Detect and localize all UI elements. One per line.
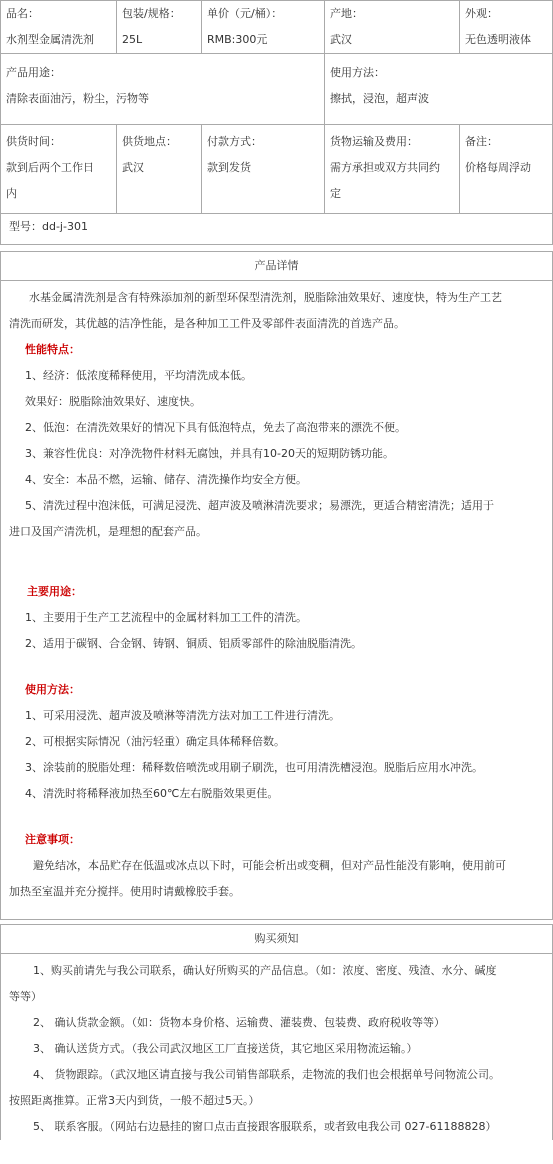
spec-cell-supply-time: [1, 125, 117, 214]
spec-value: 清除表面油污，粉尘，污物等: [6, 92, 149, 105]
spec-cell-appearance: [460, 1, 553, 54]
notice-line: 避免结冰，本品贮存在低温或冰点以下时，可能会析出或变稠，但对产品性能没有影响，使用前可: [33, 859, 506, 872]
purchase-body: [0, 954, 553, 1140]
method-item: 4、清洗时将稀释液加热至60℃左右脱脂效果更佳。: [25, 787, 279, 800]
purchase-line: 等等）: [9, 990, 42, 1003]
spec-value: 款到后两个工作日: [6, 161, 94, 174]
spec-row-1: [1, 1, 553, 54]
purchase-line: 1、购买前请先与我公司联系，确认好所购买的产品信息。（如：浓度、密度、残渣、水分、碱度: [33, 964, 497, 977]
feature-item: 4、安全：本品不燃，运输、储存、清洗操作均安全方便。: [25, 473, 307, 486]
use-item: 1、主要用于生产工艺流程中的金属材料加工工件的清洗。: [25, 611, 307, 624]
model-number: 型号：dd-j-301: [9, 220, 88, 233]
spec-label: 供货地点：: [122, 135, 177, 148]
details-body: [0, 281, 553, 911]
method-item: 3、涂装前的脱脂处理：稀释数倍喷洗或用刷子刷洗，也可用清洗槽浸泡。脱脂后应用水冲洗。: [25, 761, 483, 774]
spec-cell-supply-place: [117, 125, 202, 214]
feature-item: 效果好：脱脂除油效果好、速度快。: [25, 395, 201, 408]
features-title: 性能特点：: [25, 343, 80, 356]
spec-label: 备注：: [465, 135, 498, 148]
spec-label: 单价（元/桶）：: [207, 7, 283, 20]
spec-cell-method: [325, 54, 553, 125]
spec-row-2: [1, 54, 553, 125]
spec-value: 25L: [122, 33, 143, 46]
spec-value: 无色透明液体: [465, 33, 531, 46]
purchase-header: 购买须知: [0, 924, 553, 954]
method-item: 2、可根据实际情况（油污轻重）确定具体稀释倍数。: [25, 735, 285, 748]
spec-value: 内: [6, 187, 17, 200]
spec-row-model: [1, 214, 553, 245]
spec-value: 定: [330, 187, 341, 200]
spec-cell-usage: [1, 54, 325, 125]
feature-item: 1、经济：低浓度稀释使用，平均清洗成本低。: [25, 369, 252, 382]
feature-item: 5、清洗过程中泡沫低，可满足浸洗、超声波及喷淋清洗要求；易漂洗，更适合精密清洗；适用于: [25, 499, 494, 512]
method-item: 1、可采用浸洗、超声波及喷淋等清洗方法对加工工件进行清洗。: [25, 709, 340, 722]
uses-title: 主要用途：: [27, 585, 82, 598]
use-item: 2、适用于碳钢、合金钢、铸钢、铜质、铝质零部件的除油脱脂清洗。: [25, 637, 362, 650]
spec-value: 水剂型金属清洗剂: [6, 33, 94, 46]
purchase-line: 4、 货物跟踪。（武汉地区请直接与我公司销售部联系，走物流的我们也会根据单号问物流公司。: [33, 1068, 500, 1081]
spec-value: 武汉: [122, 161, 144, 174]
spec-value: 武汉: [330, 33, 352, 46]
spec-value: 擦拭，浸泡，超声波: [330, 92, 429, 105]
purchase-line: 按照距离推算。正常3天内到货，一般不超过5天。）: [9, 1094, 260, 1107]
purchase-line: 2、 确认货款金额。（如：货物本身价格、运输费、灌装费、包装费、政府税收等等）: [33, 1016, 445, 1029]
spec-value: 价格每周浮动: [465, 161, 531, 174]
intro-line: 清洗而研发，其优越的洁净性能，是各种加工工件及零部件表面清洗的首选产品。: [9, 317, 405, 330]
intro-line: 水基金属清洗剂是含有特殊添加剂的新型环保型清洗剂，脱脂除油效果好、速度快，特为生产工艺: [29, 291, 502, 304]
spec-cell-price: [202, 1, 325, 54]
purchase-line: 3、 确认送货方式。（我公司武汉地区工厂直接送货，其它地区采用物流运输。）: [33, 1042, 418, 1055]
spec-table: [0, 0, 553, 245]
spec-value: 款到发货: [207, 161, 251, 174]
notice-line: 加热至室温并充分搅拌。使用时请戴橡胶手套。: [9, 885, 240, 898]
details-header: 产品详情: [0, 251, 553, 281]
spec-label: 供货时间：: [6, 135, 61, 148]
spec-cell-origin: [325, 1, 460, 54]
purchase-line: 5、 联系客服。（网站右边悬挂的窗口点击直接跟客服联系，或者致电我公司 027-61188828）: [33, 1120, 497, 1133]
feature-item: 进口及国产清洗机，是理想的配套产品。: [9, 525, 207, 538]
spec-label: 付款方式：: [207, 135, 262, 148]
spec-value: 需方承担或双方共同约: [330, 161, 440, 174]
spec-label: 品名：: [6, 7, 39, 20]
feature-item: 3、兼容性优良：对净洗物件材料无腐蚀，并具有10-20天的短期防锈功能。: [25, 447, 394, 460]
spec-cell-payment: [202, 125, 325, 214]
spec-label: 使用方法：: [330, 66, 385, 79]
spec-cell-remarks: [460, 125, 553, 214]
feature-item: 2、低泡：在清洗效果好的情况下具有低泡特点，免去了高泡带来的漂洗不便。: [25, 421, 406, 434]
spec-row-3: [1, 125, 553, 214]
spec-label: 产地：: [330, 7, 363, 20]
spec-cell-shipping: [325, 125, 460, 214]
spec-cell-name: [1, 1, 117, 54]
spec-value: RMB:300元: [207, 33, 268, 46]
notice-title: 注意事项：: [25, 833, 80, 846]
spec-label: 产品用途：: [6, 66, 61, 79]
spec-label: 货物运输及费用：: [330, 135, 418, 148]
spec-cell-package: [117, 1, 202, 54]
spec-label: 外观：: [465, 7, 498, 20]
spec-label: 包装/规格：: [122, 7, 181, 20]
method-title: 使用方法：: [25, 683, 80, 696]
spec-cell-model: [1, 214, 553, 245]
